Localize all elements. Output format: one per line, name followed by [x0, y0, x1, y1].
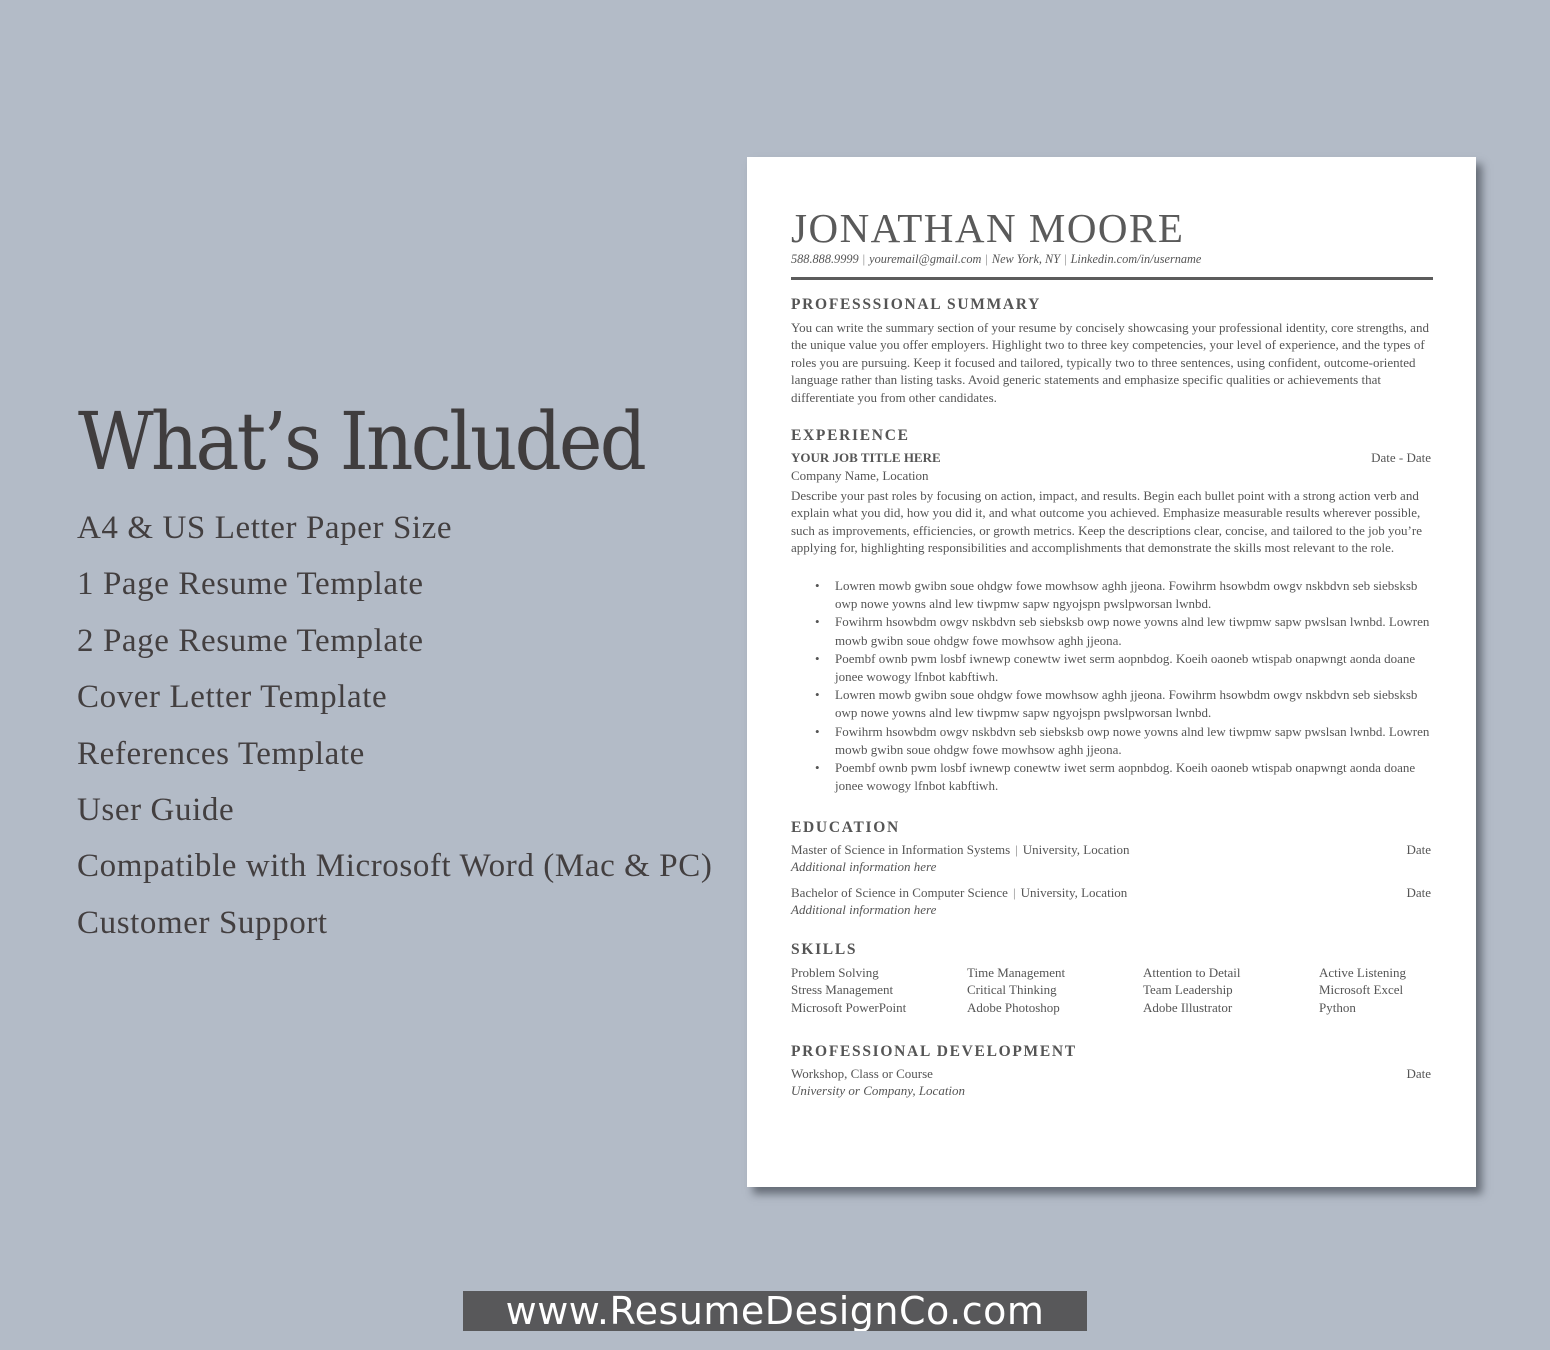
skill-item: Problem Solving	[791, 965, 879, 980]
separator: |	[1012, 885, 1016, 900]
school: University, Location	[1022, 842, 1130, 857]
feature-item: User Guide	[77, 791, 235, 828]
feature-list	[77, 505, 712, 956]
feature-item: References Template	[77, 735, 365, 772]
professional-development-heading: PROFESSIONAL DEVELOPMENT	[791, 1043, 1077, 1060]
summary-text: You can write the summary section of your resume by concisely showcasing your professional identity, core strengths, and the unique value you offer employers. Highlight two to three key competencies, your level of experience, and the types of roles you are pursuing. Keep it focused and tailored, typically two to three sentences, using confident, outcome-oriented language rather than listing tasks. Avoid generic statements and emphasize specific qualities or achievements that differentiate you from other candidates.	[791, 320, 1429, 405]
company-row	[791, 468, 1431, 485]
development-institution-row	[791, 1083, 1431, 1100]
contact-location: New York, NY	[991, 252, 1061, 266]
degree: Bachelor of Science in Computer Science	[791, 885, 1008, 900]
bullet-text: Poembf ownb pwm losbf iwnewp conewtw iwet serm aopnbdog. Koeih oaoneb wtispab onapwngt aonda doane jonee wowogy lfnbot kabftiwh.	[835, 650, 1416, 685]
education-row	[791, 885, 1431, 902]
education-note-text: Additional information here	[791, 859, 937, 874]
job-bullets	[815, 577, 1431, 795]
job-header-row	[791, 450, 1431, 467]
skill-item: Adobe Illustrator	[1143, 999, 1233, 1015]
feature-item: Compatible with Microsoft Word (Mac & PC)	[77, 848, 713, 885]
experience-heading: EXPERIENCE	[791, 427, 910, 444]
feature-item: A4 & US Letter Paper Size	[77, 510, 453, 546]
summary-heading: PROFESSSIONAL SUMMARY	[791, 296, 1042, 313]
skill-item: Time Management	[967, 965, 1066, 980]
skill-item: Active Listening	[1319, 965, 1407, 980]
course-institution: University or Company, Location	[791, 1083, 966, 1098]
bullet-icon: •	[815, 760, 820, 776]
skill-item: Python	[1319, 999, 1356, 1015]
job-title: YOUR JOB TITLE HERE	[791, 450, 941, 465]
bullet-text: Fowihrm hsowbdm owgv nskbdvn seb siebsksb owp nowe yowns alnd lew tiwpmw sapw pwslsan lwnbd. Lowren mowb gwibn soue ohdgw fowe mowhsow aghh jjeona.	[835, 614, 1430, 648]
skill-item: Adobe Photoshop	[967, 999, 1060, 1015]
company-name: Company Name, Location	[791, 468, 929, 483]
job-description: Describe your past roles by focusing on action, impact, and results. Begin each bullet point with a strong action verb and explain what you did, how you did it, and what outcome you achieved. Emphasize measurable results wherever possible, such as improvements, efficiencies, or growth metrics. Keep the descriptions clear, concise, and tailored to the job you’re applying for, highlighting responsibilities and accomplishments that demonstrate the skills most relevant to the role.	[791, 488, 1422, 556]
skills-grid	[791, 964, 1431, 1016]
bullet-item	[815, 650, 1431, 686]
bullet-text: Poembf ownb pwm losbf iwnewp conewtw iwet serm aopnbdog. Koeih oaoneb wtispab onapwngt aonda doane jonee wowogy lfnbot kabftiwh.	[835, 760, 1416, 794]
skill-item: Critical Thinking	[967, 982, 1057, 998]
feature-item: 1 Page Resume Template	[77, 566, 424, 603]
course-date: Date	[1406, 1066, 1431, 1081]
bullet-item	[815, 686, 1431, 722]
degree: Master of Science in Information Systems	[791, 842, 1011, 857]
skill-item: Stress Management	[791, 982, 894, 998]
skill-item: Microsoft PowerPoint	[791, 999, 907, 1015]
job-dates: Date - Date	[1371, 450, 1431, 465]
separator: |	[862, 252, 866, 266]
bullet-icon: •	[815, 578, 820, 593]
bullet-item	[815, 723, 1431, 759]
bullet-item	[815, 613, 1431, 649]
development-row	[791, 1066, 1431, 1083]
skills-heading: SKILLS	[791, 941, 858, 958]
skill-item: Microsoft Excel	[1319, 982, 1404, 998]
course-name: Workshop, Class or Course	[791, 1066, 933, 1081]
bullet-icon: •	[815, 687, 820, 703]
bullet-item	[815, 577, 1431, 613]
education-note	[791, 859, 1431, 876]
education-date: Date	[1406, 885, 1431, 900]
resume-name: JONATHAN MOORE	[791, 205, 1185, 251]
separator: |	[1015, 842, 1018, 857]
feature-item: 2 Page Resume Template	[77, 622, 424, 659]
bullet-icon: •	[815, 650, 820, 666]
education-note	[791, 902, 1431, 919]
feature-item: Cover Letter Template	[77, 679, 388, 716]
contact-line	[791, 252, 1201, 267]
bullet-icon: •	[815, 723, 820, 739]
school: University, Location	[1020, 885, 1128, 900]
contact-email: youremail@gmail.com	[869, 252, 982, 266]
resume-page-preview	[747, 157, 1476, 1187]
education-row	[791, 842, 1431, 859]
feature-item: Customer Support	[77, 904, 328, 941]
bullet-text: Lowren mowb gwibn soue ohdgw fowe mowhsow aghh jjeona. Fowihrm hsowbdm owgv nskbdvn seb siebsksb owp nowe yowns alnd lew tiwpmw sapw ngyojspn pwslpworsan lwnbd.	[835, 687, 1418, 721]
contact-linkedin: Linkedin.com/in/username	[1070, 252, 1202, 266]
skill-item: Attention to Detail	[1143, 965, 1241, 980]
education-date: Date	[1406, 842, 1431, 857]
contact-phone: 588.888.9999	[791, 252, 859, 266]
education-heading: EDUCATION	[791, 819, 900, 836]
education-note-text: Additional information here	[791, 902, 937, 917]
bullet-item	[815, 759, 1431, 795]
skill-item: Team Leadership	[1143, 982, 1233, 998]
header-divider	[791, 277, 1433, 280]
separator: |	[1064, 252, 1067, 266]
whats-included-title: What’s Included	[78, 395, 645, 488]
bullet-icon: •	[815, 614, 820, 630]
website-banner: www.ResumeDesignCo.com	[463, 1291, 1087, 1331]
bullet-text: Lowren mowb gwibn soue ohdgw fowe mowhsow aghh jjeona. Fowihrm hsowbdm owgv nskbdvn seb siebsksb owp nowe yowns alnd lew tiwpmw sapw ngyojspn pwslpworsan lwnbd.	[835, 578, 1418, 612]
bullet-text: Fowihrm hsowbdm owgv nskbdvn seb siebsksb owp nowe yowns alnd lew tiwpmw sapw pwslsan lwnbd. Lowren mowb gwibn soue ohdgw fowe mowhsow aghh jjeona.	[835, 723, 1430, 757]
separator: |	[985, 252, 988, 266]
